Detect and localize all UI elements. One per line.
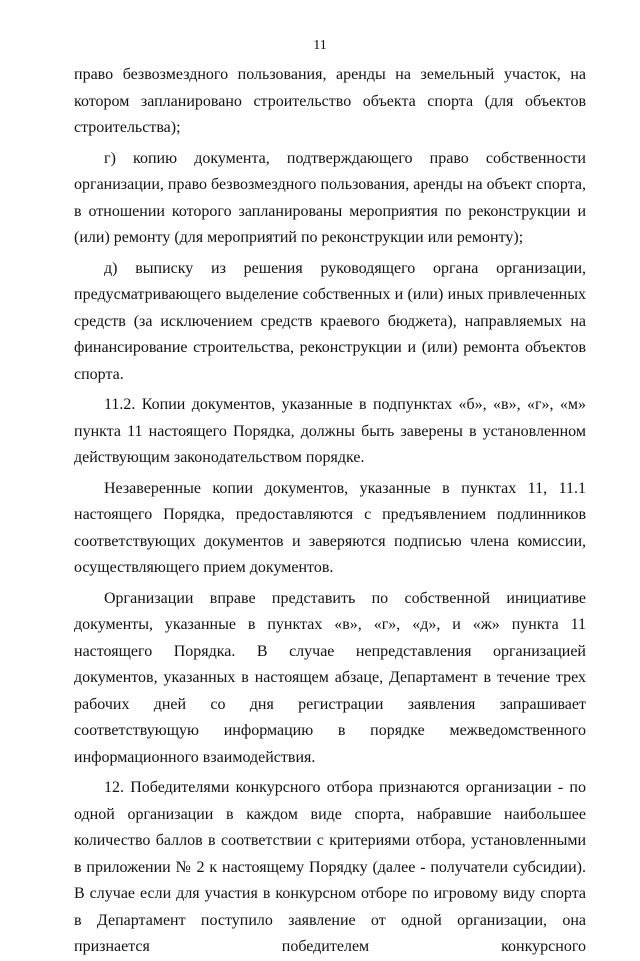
paragraph-land-rights: право безвозмездного пользования, аренды на земельный участок, на котором запланировано строительство объекта спорта (для объектов строительства); bbox=[74, 66, 586, 136]
paragraph-item-g: г) копию документа, подтверждающего право собственности организации, право безвозмездного пользования, аренды на объект спорта, в отношении которого запланированы мероприятия по реконструкции и (или) ремонту (для мероприятий по реконструкции или ремонту); bbox=[74, 149, 586, 246]
paragraph-12-winners: 12. Победителями конкурсного отбора признаются организации - по одной организации в каждом виде спорта, набравшие наибольшее количество баллов в соответствии с критериями отбора, установленными в приложении № 2 к настоящему Порядку (далее - получатели субсидии). В случае если для участия в конкурсном отборе по игровому виду спорта в Департамент поступило заявление от одной организации, она признается победителем конкурсного bbox=[74, 779, 586, 955]
page-number: 11 bbox=[313, 38, 327, 53]
paragraph-11-2: 11.2. Копии документов, указанные в подпунктах «б», «в», «г», «м» пункта 11 настоящего Порядка, должны быть заверены в установленном действующим законодательством порядке. bbox=[74, 396, 586, 466]
document-body bbox=[74, 62, 586, 961]
paragraph-own-initiative: Организации вправе представить по собственной инициативе документы, указанные в пунктах «в», «г», «д», и «ж» пункта 11 настоящего Порядка. В случае непредставления организацией документов, указанных в настоящем абзаце, Департамент в течение трех рабочих дней со дня регистрации заявления запрашивает соответствующую информацию в порядке межведомственного информационного взаимодействия. bbox=[74, 589, 586, 766]
paragraph-uncertified-copies: Незаверенные копии документов, указанные в пунктах 11, 11.1 настоящего Порядка, предоставляются с предъявлением подлинников соответствующих документов и заверяются подписью члена комиссии, осуществляющего прием документов. bbox=[74, 479, 586, 576]
paragraph-item-d: д) выписку из решения руководящего органа организации, предусматривающего выделение собственных и (или) иных привлеченных средств (за исключением средств краевого бюджета), направляемых на финансирование строительства, реконструкции и (или) ремонта объектов спорта. bbox=[74, 259, 586, 383]
